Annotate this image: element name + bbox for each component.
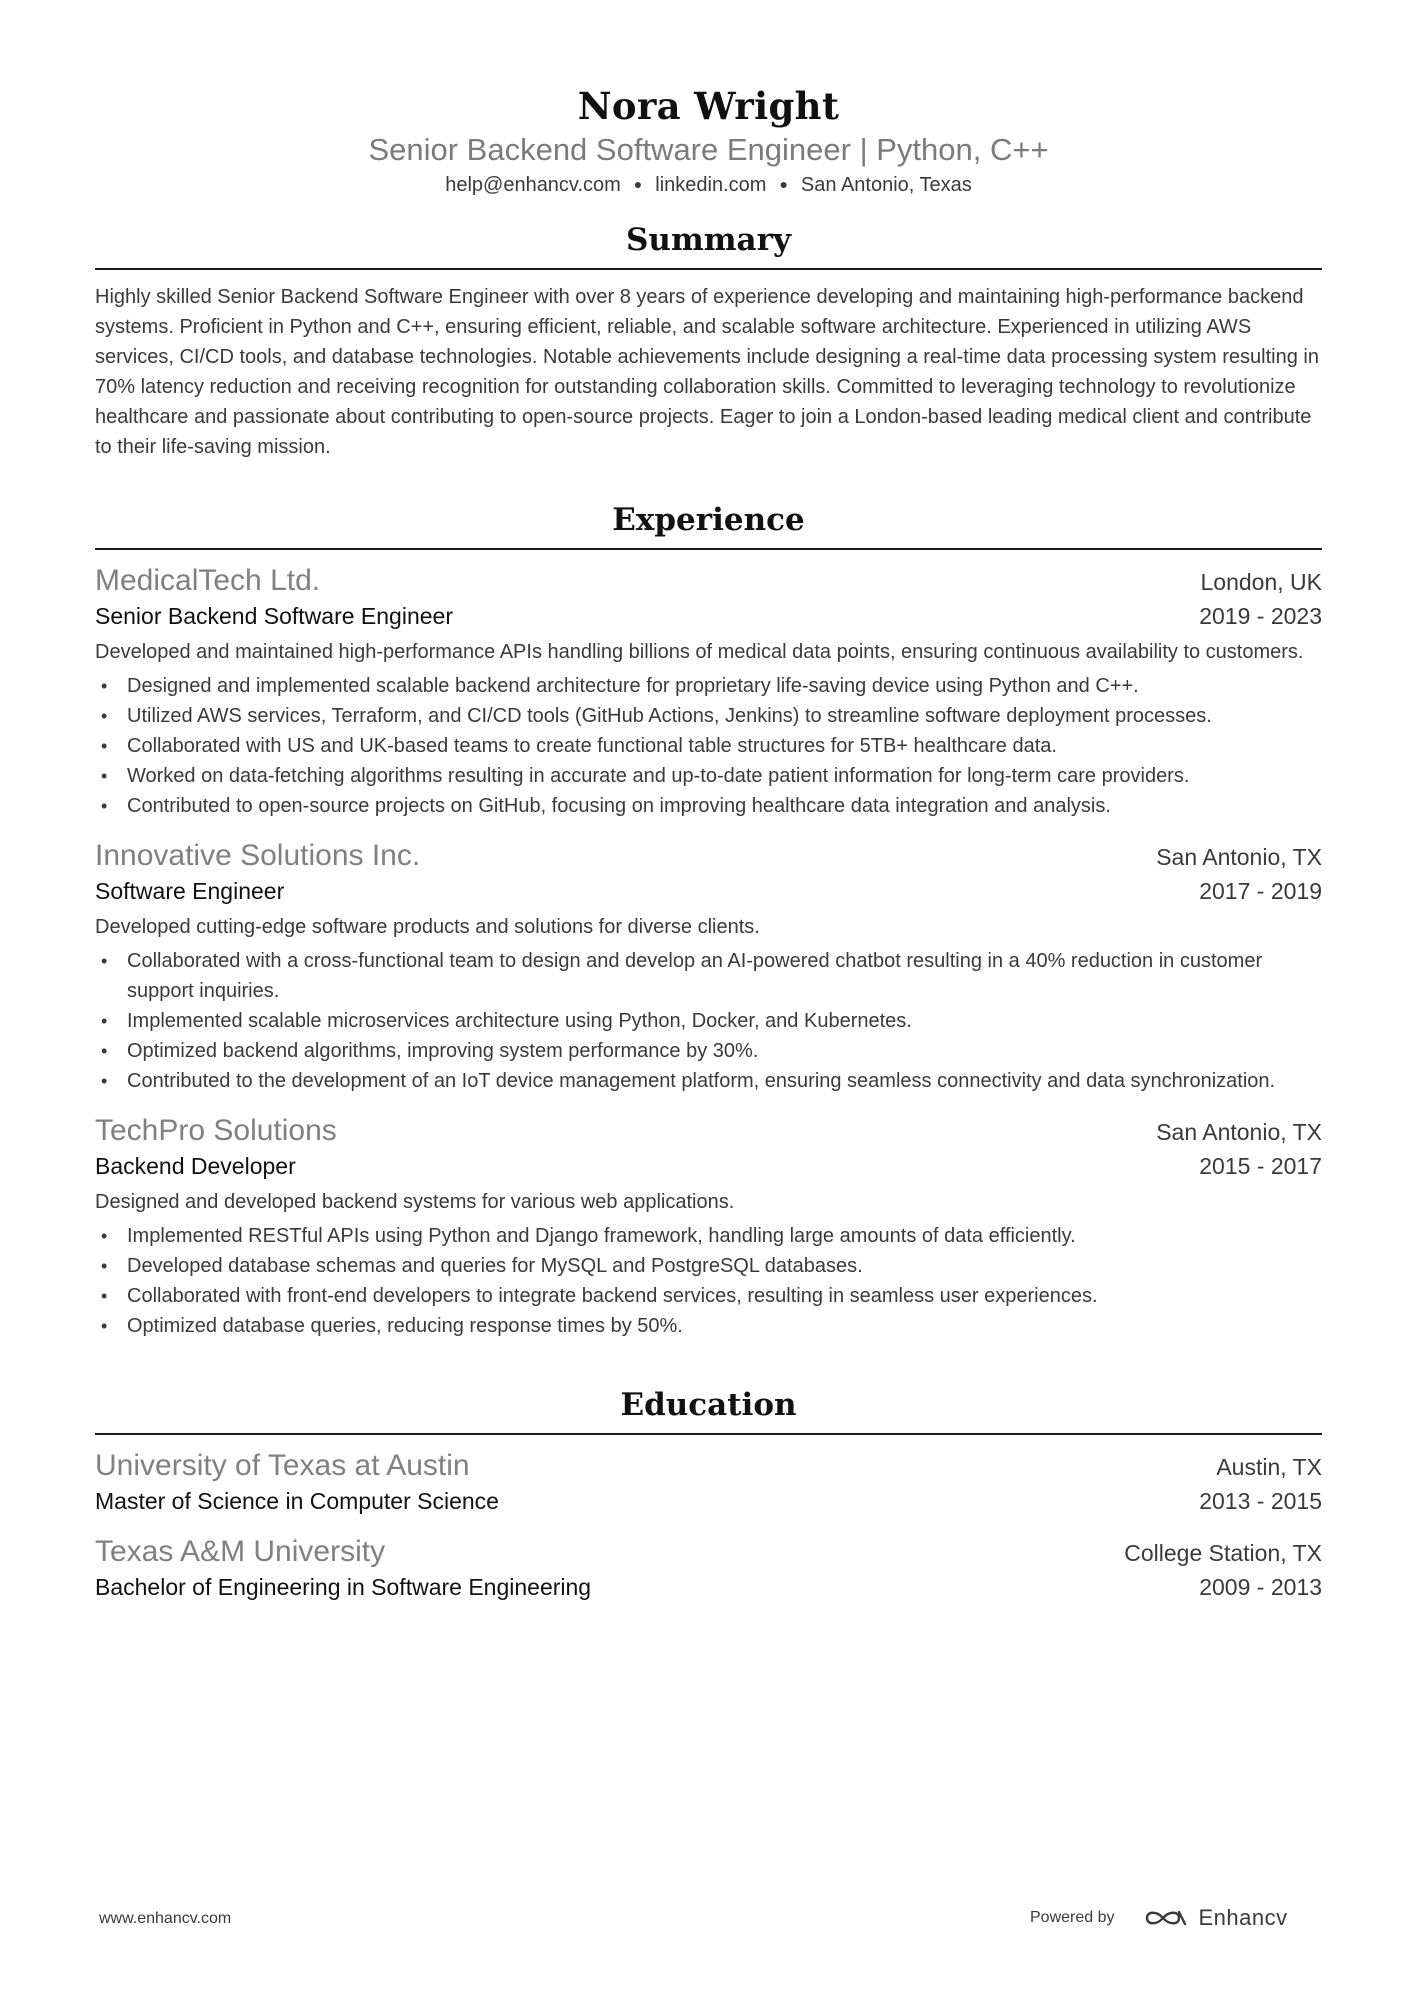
entry-subheader-row: [95, 600, 1322, 632]
summary-section: [95, 220, 1322, 462]
resume-header: [95, 0, 1322, 198]
education-section: [95, 1385, 1322, 1603]
brand-name: Enhancv: [1198, 1905, 1288, 1930]
entry-header-row: [95, 1447, 1322, 1485]
bullet-item: • Utilized AWS services, Terraform, and CI/CD tools (GitHub Actions, Jenkins) to streamline software deployment processes.: [95, 701, 1322, 731]
entry-header-row: [95, 562, 1322, 600]
section-divider: [95, 268, 1322, 270]
education-dates: 2013 - 2015: [1199, 1488, 1322, 1514]
entry-subheader-row: [95, 1571, 1322, 1603]
bullet-item: • Collaborated with US and UK-based teams to create functional table structures for 5TB+ healthcare data.: [95, 731, 1322, 761]
experience-entry: [95, 562, 1322, 821]
education-entry: [95, 1447, 1322, 1517]
powered-by-label: Powered by: [1030, 1909, 1115, 1926]
job-dates: 2015 - 2017: [1199, 1153, 1322, 1179]
candidate-name: Nora Wright: [577, 84, 840, 128]
job-location: London, UK: [1200, 569, 1322, 595]
bullet-separator: ●: [633, 176, 643, 192]
bullet-item: • Contributed to open-source projects on GitHub, focusing on improving healthcare data integration and analysis.: [95, 791, 1322, 821]
footer-website[interactable]: www.enhancv.com: [99, 1910, 232, 1927]
job-bullets: [95, 671, 1322, 821]
footer-branding[interactable]: [1030, 1900, 1288, 1936]
company-name: MedicalTech Ltd.: [95, 564, 321, 597]
degree: Master of Science in Computer Science: [95, 1488, 499, 1514]
job-title: Software Engineer: [95, 878, 285, 904]
job-location: San Antonio, TX: [1156, 844, 1322, 870]
entry-subheader-row: [95, 875, 1322, 907]
section-divider: [95, 548, 1322, 550]
job-dates: 2017 - 2019: [1199, 878, 1322, 904]
bullet-separator: ●: [779, 176, 788, 192]
section-title-education: Education: [620, 1387, 797, 1423]
school-name: Texas A&M University: [95, 1535, 386, 1568]
job-description: Developed and maintained high-performance APIs handling billions of medical data points, ensuring continuous availability to customers.: [95, 641, 1304, 663]
job-location: San Antonio, TX: [1156, 1119, 1322, 1145]
bullet-item: • Collaborated with a cross-functional team to design and develop an AI-powered chatbot resulting in a 40% reduction in customer support inquiries.: [95, 946, 1322, 1006]
education-entry: [95, 1533, 1322, 1603]
bullet-item: • Optimized database queries, reducing response times by 50%.: [95, 1311, 1322, 1341]
entry-subheader-row: [95, 1150, 1322, 1182]
company-name: Innovative Solutions Inc.: [95, 839, 421, 872]
experience-entry: [95, 837, 1322, 1096]
contact-email[interactable]: help@enhancv.com: [445, 174, 621, 196]
job-title: Senior Backend Software Engineer: [95, 603, 453, 629]
job-description: Designed and developed backend systems for various web applications.: [95, 1191, 735, 1213]
bullet-item: • Collaborated with front-end developers to integrate backend services, resulting in seamless user experiences.: [95, 1281, 1322, 1311]
section-divider: [95, 1433, 1322, 1435]
bullet-item: • Designed and implemented scalable backend architecture for proprietary life-saving device using Python and C++.: [95, 671, 1322, 701]
bullet-item: • Developed database schemas and queries for MySQL and PostgreSQL databases.: [95, 1251, 1322, 1281]
summary-text: Highly skilled Senior Backend Software Engineer with over 8 years of experience developing and maintaining high-performance backend systems. Proficient in Python and C++, ensuring efficient, reliable, and scalable software architecture. Experienced in utilizing AWS services, CI/CD tools, and database technologies. Notable achievements include designing a real-time data processing system resulting in 70% latency reduction and receiving recognition for outstanding collaboration skills. Committed to leveraging technology to revolutionize healthcare and passionate about contributing to open-source projects. Eager to join a London-based leading medical client and contribute to their life-saving mission.: [95, 286, 1319, 458]
section-title-experience: Experience: [612, 502, 805, 538]
enhancv-logo-icon: [1141, 1906, 1189, 1930]
contact-linkedin[interactable]: linkedin.com: [655, 174, 767, 196]
company-name: TechPro Solutions: [95, 1114, 337, 1147]
experience-section: [95, 500, 1322, 1341]
contact-location: San Antonio, Texas: [800, 174, 972, 196]
job-bullets: [95, 946, 1322, 1096]
contact-line: [95, 171, 1322, 198]
experience-entry: [95, 1112, 1322, 1341]
job-dates: 2019 - 2023: [1199, 603, 1322, 629]
entry-header-row: [95, 1112, 1322, 1150]
resume-page: [95, 0, 1322, 1603]
bullet-item: • Contributed to the development of an IoT device management platform, ensuring seamless connectivity and data synchronization.: [95, 1066, 1322, 1096]
school-name: University of Texas at Austin: [95, 1449, 470, 1482]
bullet-item: • Implemented RESTful APIs using Python and Django framework, handling large amounts of data efficiently.: [95, 1221, 1322, 1251]
bullet-item: • Worked on data-fetching algorithms resulting in accurate and up-to-date patient information for long-term care providers.: [95, 761, 1322, 791]
candidate-headline: Senior Backend Software Engineer | Python, C++: [368, 132, 1049, 167]
degree: Bachelor of Engineering in Software Engineering: [95, 1574, 592, 1600]
job-title: Backend Developer: [95, 1153, 296, 1179]
entry-header-row: [95, 1533, 1322, 1571]
school-location: College Station, TX: [1124, 1540, 1322, 1566]
entry-subheader-row: [95, 1485, 1322, 1517]
education-dates: 2009 - 2013: [1199, 1574, 1322, 1600]
job-bullets: [95, 1221, 1322, 1341]
school-location: Austin, TX: [1216, 1454, 1322, 1480]
bullet-item: • Optimized backend algorithms, improving system performance by 30%.: [95, 1036, 1322, 1066]
entry-header-row: [95, 837, 1322, 875]
section-title-summary: Summary: [626, 222, 791, 258]
bullet-item: • Implemented scalable microservices architecture using Python, Docker, and Kubernetes.: [95, 1006, 1322, 1036]
job-description: Developed cutting-edge software products and solutions for diverse clients.: [95, 916, 760, 938]
